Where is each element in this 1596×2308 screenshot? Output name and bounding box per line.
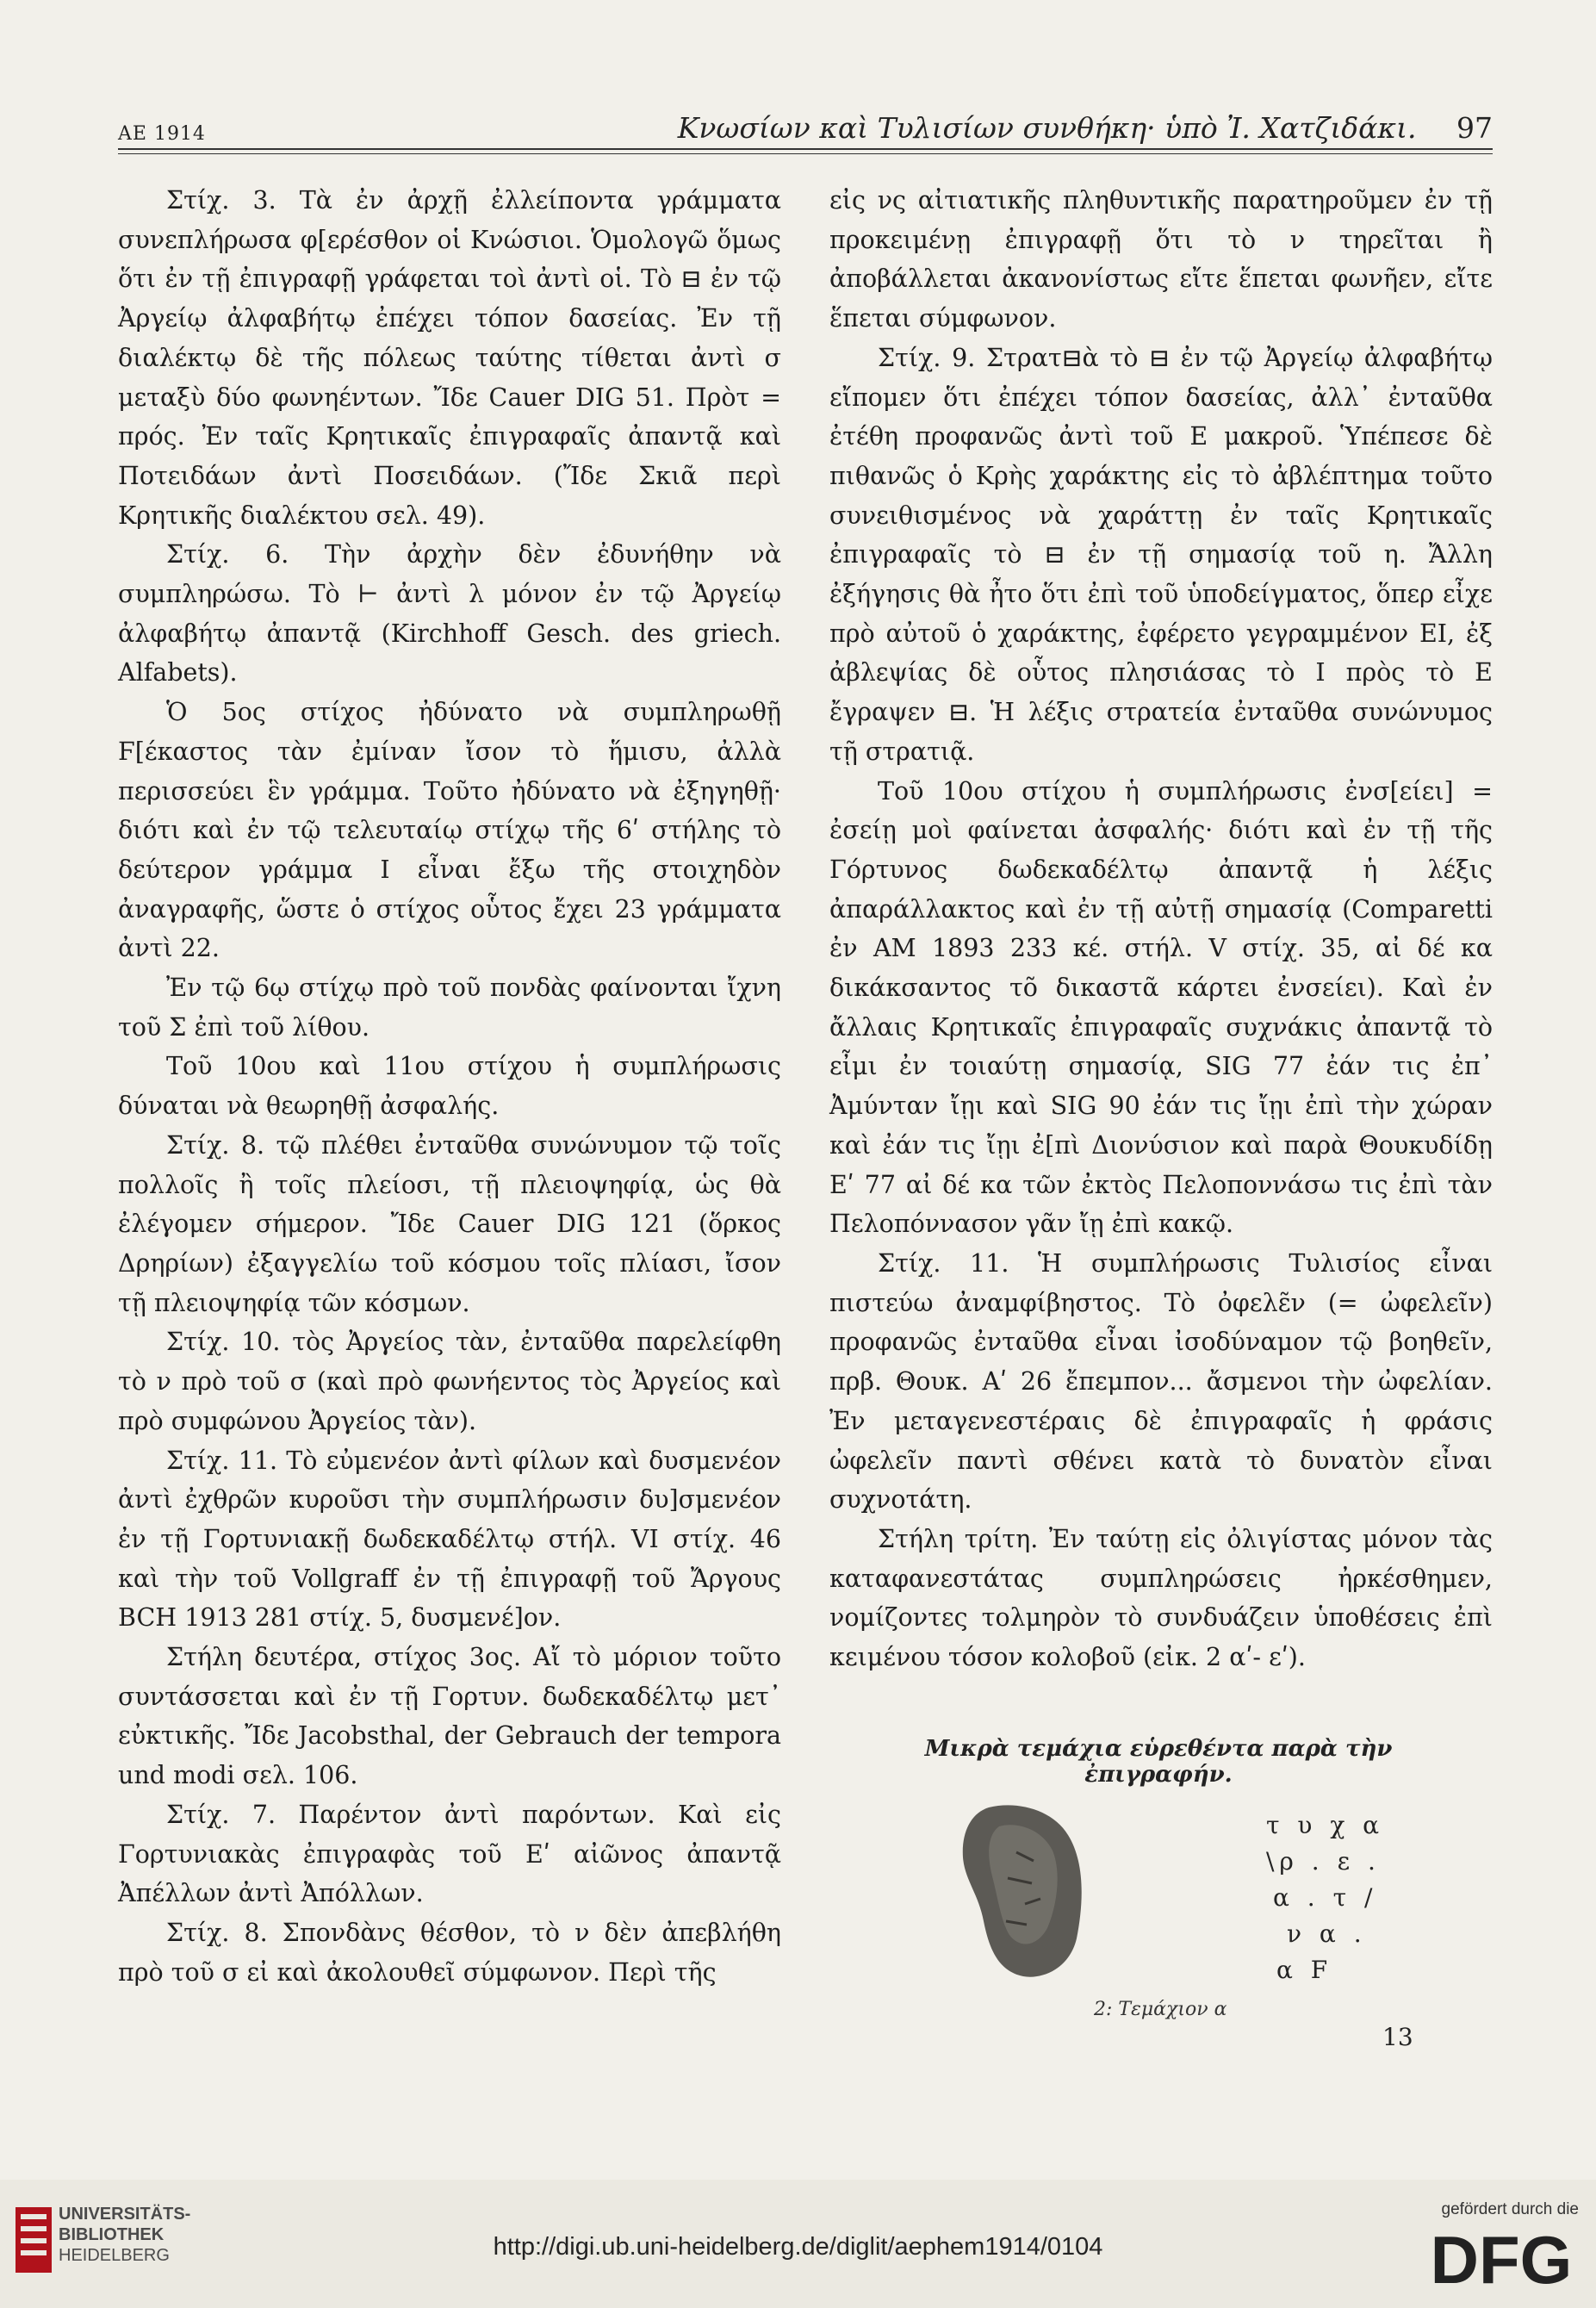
paragraph: Στίχ. 11. Τὸ εὐμενέον ἀντὶ φίλων καὶ δυσμενέον ἀντὶ ἐχθρῶν κυροῦσι τὴν συμπλήρωσιν δυ]σμενέον ἐν τῇ Γορτυνιακῇ δωδεκαδέλτῳ στήλ. VI στίχ. 46 καὶ τὴν τοῦ Vollgraff ἐν τῇ ἐπιγραφῇ τοῦ Ἄργους BCH 1913 281 στίχ. 5, δυσμενέ]ον.	[118, 1446, 781, 1633]
paragraph: εἰς νς αἰτιατικῆς πληθυντικῆς παρατηροῦμεν ἐν τῇ προκειμένῃ ἐπιγραφῇ ὅτι τὸ ν τηρεῖται ἢ ἀποβάλλεται ἀκανονίστως εἴτε ἕπεται φωνῆεν, εἴτε ἕπεται σύμφωνον.	[829, 186, 1493, 333]
header-rule	[118, 148, 1493, 150]
page-number: 97	[1456, 111, 1493, 145]
stone-fragment-image	[956, 1801, 1094, 1981]
fragment-line: α . τ /	[1273, 1883, 1378, 1912]
paragraph: Στίχ. 7. Παρέντον ἀντὶ παρόντων. Καὶ εἰς Γορτυνιακὰς ἐπιγραφὰς τοῦ Εʹ αἰῶνος ἀπαντᾷ Ἀπέλλων ἀντὶ Ἀπόλλων.	[118, 1800, 781, 1908]
paragraph: Στίχ. 3. Τὰ ἐν ἀρχῇ ἐλλείποντα γράμματα συνεπλήρωσα φ[ερέσθον οἱ Κνώσιοι. Ὁμολογῶ ὅμως ὅτι ἐν τῇ ἐπιγραφῇ γράφεται τοὶ ἀντὶ οἱ. Τὸ ⊟ ἐν τῷ Ἀργείῳ ἀλφαβήτῳ ἐπέχει τόπον δασείας. Ἐν τῇ διαλέκτῳ δὲ τῆς πόλεως ταύτης τίθεται ἀντὶ σ μεταξὺ δύο φωνηέντων. Ἴδε Cauer DIG 51. Πρὸτ = πρός. Ἐν ταῖς Κρητικαῖς ἐπιγραφαῖς ἀπαντᾷ καὶ Ποτειδάων ἀντὶ Ποσειδάων. (Ἴδε Σκιᾶ περὶ Κρητικῆς διαλέκτου σελ. 49).	[118, 186, 781, 530]
library-name-line: UNIVERSITÄTS-	[59, 2205, 191, 2224]
running-header	[118, 103, 1493, 145]
fragment-line: \ρ . ε .	[1266, 1847, 1381, 1876]
figure-caption: Μικρὰ τεμάχια εὑρεθέντα παρὰ τὴν ἐπιγραφήν.	[924, 1736, 1393, 1788]
header-rule-thin	[118, 153, 1493, 154]
paragraph: Στίχ. 6. Τὴν ἀρχὴν δὲν ἐδυνήθην νὰ συμπληρώσω. Τὸ ⊢ ἀντὶ λ μόνον ἐν τῷ Ἀργείῳ ἀλφαβήτῳ ἀπαντᾷ (Kirchhoff Gesch. des griech. Alfabets).	[118, 540, 781, 687]
dfg-logo-text: DFG	[1430, 2224, 1573, 2293]
fragment-transcription	[1266, 1807, 1404, 1988]
paragraph: Στίχ. 8. τῷ πλέθει ἐνταῦθα συνώνυμον τῷ τοῖς πολλοῖς ἢ τοῖς πλείοσι, τῇ πλειοψηφίᾳ, ὡς θὰ ἐλέγομεν σήμερον. Ἴδε Cauer DIG 121 (ὅρκος Δρηρίων) ἐξαγγελίω τοῦ κόσμου τοῖς πλίασι, ἴσον τῇ πλειοψηφίᾳ τῶν κόσμων.	[118, 1130, 781, 1317]
paragraph: Τοῦ 10ου στίχου ἡ συμπλήρωσις ἐνσ[είει] = ἐσείῃ μοὶ φαίνεται ἀσφαλής· διότι καὶ ἐν τῇ τῆς Γόρτυνος δωδεκαδέλτῳ ἀπαντᾷ ἡ λέξις ἀπαράλλακτος καὶ ἐν τῇ αὐτῇ σημασίᾳ (Comparetti ἐν ΑΜ 1893 233 κέ. στήλ. V στίχ. 35, αἰ δέ κα δικάκσαντος τõ δικαστᾶ κάρτει ἐνσείει). Καὶ ἐν ἄλλαις Κρητικαῖς ἐπιγραφαῖς συχνάκις ἀπαντᾷ τὸ εἶμι ἐν τοιαύτῃ σημασίᾳ, SIG 77 ἐάν τις ἐπ᾽ Ἀμύνταν ἴῃι καὶ SIG 90 ἐάν τις ἴῃι ἐπὶ τὴν χώραν καὶ ἐάν τις ἴῃι ἐ[πὶ Διονύσιον καὶ παρὰ Θουκυδίδῃ Εʹ 77 αἰ δέ κα τῶν ἐκτὸς Πελοποννάσω τις ἐπὶ τὰν Πελοπόννασον γᾶν ἴῃ ἐπὶ κακῷ.	[829, 776, 1493, 1239]
library-name-line: HEIDELBERG	[59, 2246, 170, 2265]
paragraph: Στήλη δευτέρα, στίχος 3ος. Αἴ τὸ μόριον τοῦτο συντάσσεται καὶ ἐν τῇ Γορτυν. δωδεκαδέλτῳ μετ᾽ εὐκτικῆς. Ἴδε Jacobsthal, der Gebrauch der tempora und modi σελ. 106.	[118, 1643, 781, 1790]
library-name-line: BIBLIOTHEK	[59, 2225, 165, 2244]
fragment-label: 2: Τεμάχιον α	[1094, 1999, 1227, 2020]
paragraph: Στίχ. 10. τὸς Ἀργείος τὰν, ἐνταῦθα παρελείφθη τὸ ν πρὸ τοῦ σ (καὶ πρὸ φωνήεντος τὸς Ἀργείος καὶ πρὸ συμφώνου Ἀργείος τὰν).	[118, 1328, 781, 1435]
margin-number: 13	[1382, 2023, 1413, 2051]
left-column	[118, 181, 781, 1992]
right-column	[829, 181, 1493, 1677]
paragraph: Στίχ. 11. Ἡ συμπλήρωσις Τυλισίος εἶναι πιστεύω ἀναμφίβηστος. Τὸ ὀφελε̃ν (= ὠφελεῖν) προφανῶς ἐνταῦθα εἶναι ἰσοδύναμον τῷ βοηθεῖν, πρβ. Θουκ. Αʹ 26 ἔπεμπον... ἄσμενοι τὴν ὠφελίαν. Ἐν μεταγενεστέραις δὲ ἐπιγραφαῖς ἡ φράσις ὠφελεῖν παντὶ σθένει κατὰ τὸ δυνατὸν εἶναι συχνοτάτη.	[829, 1248, 1493, 1515]
paragraph: Στήλη τρίτη. Ἐν ταύτῃ εἰς ὀλιγίστας μόνον τὰς καταφανεστάτας συμπληρώσεις ἠρκέσθημεν, νομίζοντες τολμηρὸν τὸ συνδυάζειν ὑποθέσεις ἐπὶ κειμένου τόσον κολοβοῦ (εἰκ. 2 αʹ- εʹ).	[829, 1524, 1493, 1672]
footer-bar	[0, 2180, 1596, 2308]
dfg-logo	[1424, 2224, 1579, 2293]
paragraph: Στίχ. 9. Στρατ⊟ὰ τὸ ⊟ ἐν τῷ Ἀργείῳ ἀλφαβήτῳ εἴπομεν ὅτι ἐπέχει τόπον δασείας, ἀλλ᾽ ἐνταῦθα ἐτέθη προφανῶς ἀντὶ τοῦ Ε μακροῦ. Ὑπέπεσε δὲ πιθανῶς ὁ Κρὴς χαράκτης εἰς τὸ ἀβλέπτημα τοῦτο συνειθισμένος νὰ χαράττῃ ἐν ταῖς Κρητικαῖς ἐπιγραφαῖς τὸ ⊟ ἐν τῇ σημασίᾳ τοῦ η. Ἄλλη ἐξήγησις θὰ ἦτο ὅτι ἐπὶ τοῦ ὑποδείγματος, ὅπερ εἶχε πρὸ αὐτοῦ ὁ χαράκτης, ἐφέρετο γεγραμμένον ΕΙ, ἐξ ἀβλεψίας δὲ οὗτος πλησιάσας τὸ Ι πρὸς τὸ Ε ἔγραψεν ⊟. Ἡ λέξις στρατεία ἐνταῦθα συνώνυμος τῇ στρατιᾷ.	[829, 343, 1493, 766]
paragraph: Τοῦ 10ου καὶ 11ου στίχου ἡ συμπλήρωσις δύναται νὰ θεωρηθῇ ἀσφαλής.	[118, 1052, 781, 1121]
paragraph: Ἐν τῷ 6ῳ στίχῳ πρὸ τοῦ πονδὰς φαίνονται ἴχνη τοῦ Σ ἐπὶ τοῦ λίθου.	[118, 974, 781, 1042]
fragment-line: ν α .	[1287, 1919, 1367, 1948]
source-url[interactable]: http://digi.ub.uni-heidelberg.de/diglit/aephem1914/0104	[493, 2233, 1103, 2261]
fragment-line: α F	[1276, 1956, 1333, 1984]
journal-mark: ΑΕ 1914	[118, 123, 206, 145]
paragraph: Ὁ 5ος στίχος ἠδύνατο νὰ συμπληρωθῇ Ϝ[έκαστος τὰν ἐμίναν ἴσον τὸ ἥμισυ, ἀλλὰ περισσεύει ἓν γράμμα. Τοῦτο ἠδύνατο νὰ ἐξηγηθῇ· διότι καὶ ἐν τῷ τελευταίῳ στίχῳ τῆς 6ʹ στήλης τὸ δεύτερον γράμμα Ι εἶναι ἔξω τῆς στοιχηδὸν ἀναγραφῆς, ὥστε ὁ στίχος οὗτος ἔχει 23 γράμματα ἀντὶ 22.	[118, 698, 781, 963]
paragraph: Στίχ. 8. Σπονδὰνς θέσθον, τὸ ν δὲν ἀπεβλήθη πρὸ τοῦ σ εἰ καὶ ἀκολουθεῖ σύμφωνον. Περὶ τῆς	[118, 1918, 781, 1987]
running-title: Κνωσίων καὶ Τυλισίων συνθήκη· ὑπὸ Ἰ. Χατζιδάκι.	[677, 111, 1417, 145]
running-title-wrap	[678, 111, 1493, 145]
funding-label: gefördert durch die	[1441, 2200, 1579, 2218]
fragment-line: τ υ χ α	[1266, 1811, 1385, 1839]
